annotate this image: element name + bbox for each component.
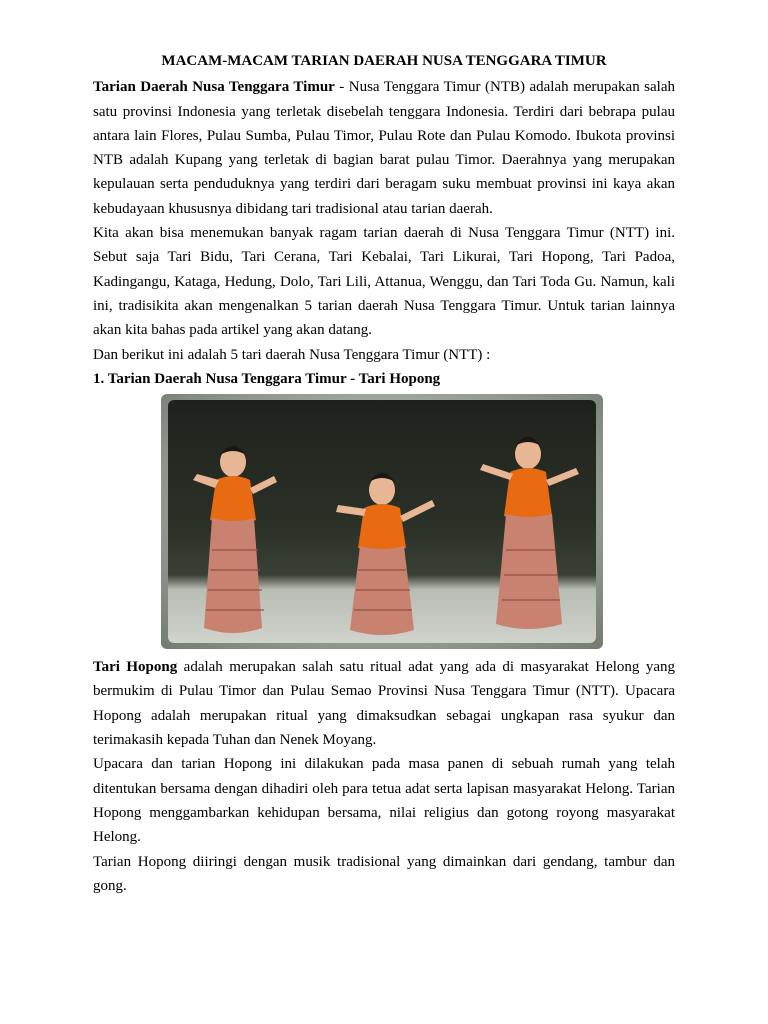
dancer-middle: [336, 473, 435, 635]
music-paragraph: Tarian Hopong diiringi dengan musik tradisional yang dimainkan dari gendang, tambur dan gong.: [93, 853, 675, 894]
intro-bold-term: Tarian Daerah Nusa Tenggara Timur: [93, 79, 335, 96]
ceremony-paragraph: Upacara dan tarian Hopong ini dilakukan pada masa panen di sebuah rumah yang telah ditentukan bersama dengan dihadiri oleh para tetua adat serta lapisan masyarakat Helong. Tarian Hopong menggambarkan kehidupan bersama, nilai religius dan gotong royong masyarakat Helong.: [93, 756, 675, 846]
dancer-right: [480, 437, 579, 629]
hopong-bold-term: Tari Hopong: [93, 659, 178, 676]
hopong-text: adalah merupakan salah satu ritual adat yang ada di masyarakat Helong yang bermukim di Pulau Timor dan Pulau Semao Provinsi Nusa Tenggara Timur (NTT). Upacara Hopong adalah merupakan ritual yang dimaksudkan sebagai ungkapan rasa syukur dan terimakasih kepada Tuhan dan Nenek Moyang.: [93, 659, 675, 749]
intro-text: - Nusa Tenggara Timur (NTB) adalah merupakan salah satu provinsi Indonesia yang terletak disebelah tenggara Indonesia. Terdiri dari bebrapa pulau antara lain Flores, Pulau Sumba, Pulau Timor, Pulau Rote dan Pulau Komodo. Ibukota provinsi NTB adalah Kupang yang terletak di bagian barat pulau Timor. Daerahnya yang merupakan kepulauan serta penduduknya yang terdiri dari beragam suku membuat provinsi ini kaya akan kebudayaan khususnya dibidang tari tradisional atau tarian daerah.: [93, 79, 675, 217]
dance-list-paragraph: Kita akan bisa menemukan banyak ragam tarian daerah di Nusa Tenggara Timur (NTT) ini. Sebut saja Tari Bidu, Tari Cerana, Tari Kebalai, Tari Likurai, Tari Hopong, Tari Padoa, Kadingangu, Kataga, Hedung, Dolo, Tari Lili, Attanua, Wenggu, dan Tari Toda Gu. Namun, kali ini, tradisikita akan mengenalkan 5 tarian daerah Nusa Tenggara Timur. Untuk tarian lainnya akan kita bahas pada artikel yang akan datang.: [93, 225, 675, 339]
document-body: [93, 49, 675, 898]
list-intro-paragraph: Dan berikut ini adalah 5 tari daerah Nusa Tenggara Timur (NTT) :: [93, 346, 491, 363]
intro-paragraph: [93, 75, 675, 221]
dancer-left: [193, 446, 277, 633]
dancers-photo: [168, 400, 596, 643]
document-title: MACAM-MACAM TARIAN DAERAH NUSA TENGGARA TIMUR: [161, 53, 607, 69]
section-heading: [93, 367, 675, 391]
section-heading-text: 1. Tarian Daerah Nusa Tenggara Timur - Tari Hopong: [93, 370, 441, 387]
dancers-illustration: [168, 400, 596, 643]
hopong-paragraph: [93, 655, 675, 752]
figure-frame: [161, 394, 603, 649]
